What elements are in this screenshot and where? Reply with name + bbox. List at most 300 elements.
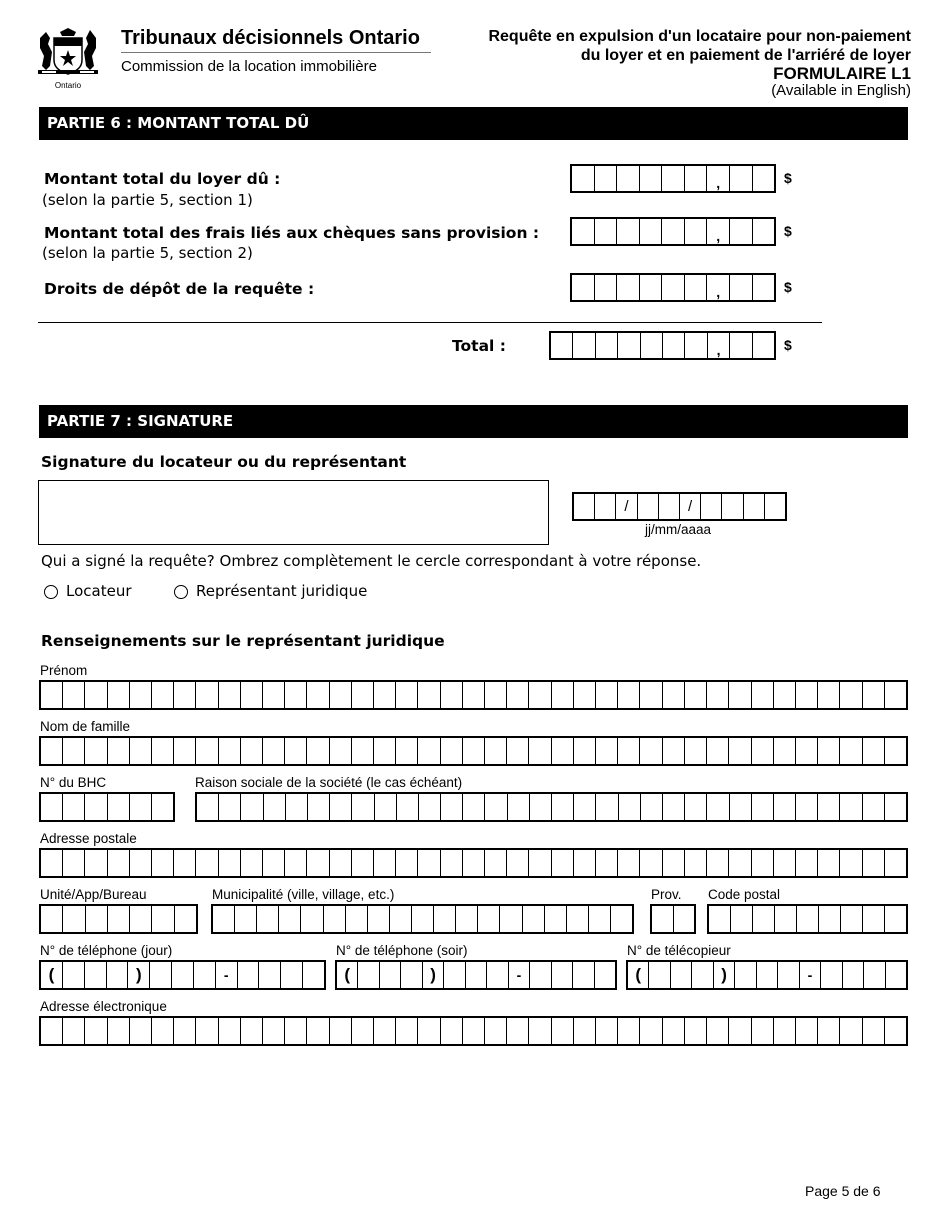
char-cell[interactable] xyxy=(263,794,285,820)
char-cell[interactable] xyxy=(62,794,84,820)
char-cell[interactable] xyxy=(795,682,817,708)
char-cell[interactable] xyxy=(218,794,240,820)
char-cell[interactable] xyxy=(62,1018,84,1044)
char-cell[interactable] xyxy=(41,850,62,876)
char-cell[interactable] xyxy=(395,850,417,876)
char-cell[interactable] xyxy=(817,682,839,708)
digit-cell[interactable] xyxy=(594,275,617,300)
char-cell[interactable] xyxy=(218,682,240,708)
char-cell[interactable] xyxy=(529,794,551,820)
char-cell[interactable] xyxy=(411,906,433,932)
char-cell[interactable] xyxy=(462,1018,484,1044)
mailing-address-field[interactable] xyxy=(39,848,908,878)
char-cell[interactable] xyxy=(173,738,195,764)
char-cell[interactable] xyxy=(395,1018,417,1044)
phone-digit-cell[interactable] xyxy=(106,962,128,988)
char-cell[interactable] xyxy=(300,906,322,932)
cent-cell[interactable] xyxy=(729,275,752,300)
char-cell[interactable] xyxy=(862,794,884,820)
digit-cell[interactable] xyxy=(684,275,707,300)
digit-cell[interactable] xyxy=(662,333,684,358)
char-cell[interactable] xyxy=(773,682,795,708)
char-cell[interactable] xyxy=(595,738,617,764)
digit-cell[interactable] xyxy=(572,219,594,244)
char-cell[interactable] xyxy=(351,850,373,876)
char-cell[interactable] xyxy=(41,682,62,708)
char-cell[interactable] xyxy=(773,850,795,876)
filing-fee-field[interactable] xyxy=(570,273,776,302)
char-cell[interactable] xyxy=(751,850,773,876)
digit-cell[interactable] xyxy=(572,333,594,358)
char-cell[interactable] xyxy=(62,682,84,708)
last-name-field[interactable] xyxy=(39,736,908,766)
digit-cell[interactable] xyxy=(616,166,639,191)
char-cell[interactable] xyxy=(662,1018,684,1044)
char-cell[interactable] xyxy=(817,794,839,820)
char-cell[interactable] xyxy=(107,682,129,708)
char-cell[interactable] xyxy=(417,682,439,708)
phone-day-field[interactable] xyxy=(39,960,326,990)
cent-cell[interactable] xyxy=(752,166,775,191)
char-cell[interactable] xyxy=(278,906,300,932)
char-cell[interactable] xyxy=(351,1018,373,1044)
char-cell[interactable] xyxy=(440,738,462,764)
char-cell[interactable] xyxy=(551,682,573,708)
date-cell[interactable] xyxy=(700,494,721,519)
char-cell[interactable] xyxy=(573,682,595,708)
char-cell[interactable] xyxy=(506,850,528,876)
char-cell[interactable] xyxy=(652,906,673,932)
phone-digit-cell[interactable] xyxy=(302,962,324,988)
char-cell[interactable] xyxy=(673,906,695,932)
char-cell[interactable] xyxy=(329,1018,351,1044)
char-cell[interactable] xyxy=(306,850,328,876)
char-cell[interactable] xyxy=(640,794,662,820)
char-cell[interactable] xyxy=(173,1018,195,1044)
char-cell[interactable] xyxy=(795,1018,817,1044)
phone-digit-cell[interactable] xyxy=(486,962,507,988)
phone-digit-cell[interactable] xyxy=(237,962,259,988)
char-cell[interactable] xyxy=(795,738,817,764)
char-cell[interactable] xyxy=(817,1018,839,1044)
char-cell[interactable] xyxy=(151,906,173,932)
char-cell[interactable] xyxy=(395,738,417,764)
char-cell[interactable] xyxy=(462,738,484,764)
char-cell[interactable] xyxy=(573,850,595,876)
unit-field[interactable] xyxy=(39,904,198,934)
char-cell[interactable] xyxy=(884,850,906,876)
char-cell[interactable] xyxy=(323,906,345,932)
char-cell[interactable] xyxy=(618,794,640,820)
phone-digit-cell[interactable] xyxy=(465,962,486,988)
char-cell[interactable] xyxy=(197,794,218,820)
digit-cell[interactable] xyxy=(661,219,684,244)
char-cell[interactable] xyxy=(351,682,373,708)
digit-cell[interactable] xyxy=(640,333,662,358)
char-cell[interactable] xyxy=(884,682,906,708)
phone-digit-cell[interactable] xyxy=(258,962,280,988)
municipality-field[interactable] xyxy=(211,904,634,934)
char-cell[interactable] xyxy=(499,906,521,932)
char-cell[interactable] xyxy=(796,906,818,932)
char-cell[interactable] xyxy=(774,906,796,932)
char-cell[interactable] xyxy=(706,794,728,820)
char-cell[interactable] xyxy=(662,738,684,764)
char-cell[interactable] xyxy=(639,850,661,876)
char-cell[interactable] xyxy=(752,906,774,932)
radio-landlord[interactable] xyxy=(44,585,58,599)
char-cell[interactable] xyxy=(62,906,84,932)
char-cell[interactable] xyxy=(174,906,196,932)
date-cell[interactable] xyxy=(637,494,658,519)
phone-digit-cell[interactable] xyxy=(280,962,302,988)
digit-cell[interactable] xyxy=(616,219,639,244)
fax-field[interactable] xyxy=(626,960,908,990)
char-cell[interactable] xyxy=(706,682,728,708)
char-cell[interactable] xyxy=(751,682,773,708)
char-cell[interactable] xyxy=(773,794,795,820)
char-cell[interactable] xyxy=(588,906,610,932)
char-cell[interactable] xyxy=(573,1018,595,1044)
char-cell[interactable] xyxy=(729,794,751,820)
phone-digit-cell[interactable] xyxy=(648,962,669,988)
phone-digit-cell[interactable] xyxy=(357,962,378,988)
char-cell[interactable] xyxy=(617,1018,639,1044)
char-cell[interactable] xyxy=(173,682,195,708)
char-cell[interactable] xyxy=(218,850,240,876)
char-cell[interactable] xyxy=(773,1018,795,1044)
char-cell[interactable] xyxy=(773,738,795,764)
char-cell[interactable] xyxy=(367,906,389,932)
char-cell[interactable] xyxy=(751,794,773,820)
radio-legal-rep[interactable] xyxy=(174,585,188,599)
char-cell[interactable] xyxy=(284,738,306,764)
char-cell[interactable] xyxy=(839,850,861,876)
date-cell[interactable] xyxy=(721,494,742,519)
lsuc-number-field[interactable] xyxy=(39,792,175,822)
char-cell[interactable] xyxy=(84,682,106,708)
char-cell[interactable] xyxy=(706,1018,728,1044)
char-cell[interactable] xyxy=(195,1018,217,1044)
char-cell[interactable] xyxy=(329,682,351,708)
phone-digit-cell[interactable] xyxy=(863,962,884,988)
phone-digit-cell[interactable] xyxy=(734,962,755,988)
char-cell[interactable] xyxy=(639,1018,661,1044)
char-cell[interactable] xyxy=(440,794,462,820)
total-field[interactable] xyxy=(549,331,776,360)
char-cell[interactable] xyxy=(566,906,588,932)
char-cell[interactable] xyxy=(595,682,617,708)
char-cell[interactable] xyxy=(218,1018,240,1044)
phone-evening-field[interactable] xyxy=(335,960,617,990)
char-cell[interactable] xyxy=(417,738,439,764)
phone-digit-cell[interactable] xyxy=(379,962,400,988)
char-cell[interactable] xyxy=(684,850,706,876)
char-cell[interactable] xyxy=(817,850,839,876)
char-cell[interactable] xyxy=(462,850,484,876)
char-cell[interactable] xyxy=(662,682,684,708)
char-cell[interactable] xyxy=(351,738,373,764)
char-cell[interactable] xyxy=(262,1018,284,1044)
char-cell[interactable] xyxy=(728,682,750,708)
char-cell[interactable] xyxy=(151,1018,173,1044)
char-cell[interactable] xyxy=(709,906,730,932)
char-cell[interactable] xyxy=(639,738,661,764)
digit-cell[interactable] xyxy=(661,166,684,191)
char-cell[interactable] xyxy=(374,794,396,820)
phone-digit-cell[interactable] xyxy=(820,962,841,988)
char-cell[interactable] xyxy=(795,794,817,820)
char-cell[interactable] xyxy=(433,906,455,932)
cent-cell[interactable] xyxy=(752,333,774,358)
phone-digit-cell[interactable] xyxy=(443,962,464,988)
char-cell[interactable] xyxy=(455,906,477,932)
char-cell[interactable] xyxy=(684,794,706,820)
char-cell[interactable] xyxy=(345,906,367,932)
char-cell[interactable] xyxy=(617,850,639,876)
char-cell[interactable] xyxy=(373,738,395,764)
digit-cell[interactable] xyxy=(684,219,707,244)
char-cell[interactable] xyxy=(129,682,151,708)
cent-cell[interactable] xyxy=(729,219,752,244)
char-cell[interactable] xyxy=(484,850,506,876)
char-cell[interactable] xyxy=(262,738,284,764)
char-cell[interactable] xyxy=(462,682,484,708)
char-cell[interactable] xyxy=(528,738,550,764)
date-cell[interactable] xyxy=(658,494,679,519)
char-cell[interactable] xyxy=(151,738,173,764)
char-cell[interactable] xyxy=(107,1018,129,1044)
char-cell[interactable] xyxy=(662,850,684,876)
char-cell[interactable] xyxy=(684,738,706,764)
char-cell[interactable] xyxy=(484,794,506,820)
char-cell[interactable] xyxy=(751,1018,773,1044)
char-cell[interactable] xyxy=(551,738,573,764)
char-cell[interactable] xyxy=(862,850,884,876)
digit-cell[interactable] xyxy=(616,275,639,300)
cent-cell[interactable] xyxy=(752,275,775,300)
char-cell[interactable] xyxy=(84,794,106,820)
phone-digit-cell[interactable] xyxy=(400,962,421,988)
char-cell[interactable] xyxy=(462,794,484,820)
char-cell[interactable] xyxy=(195,850,217,876)
char-cell[interactable] xyxy=(839,682,861,708)
char-cell[interactable] xyxy=(373,1018,395,1044)
phone-digit-cell[interactable] xyxy=(84,962,106,988)
char-cell[interactable] xyxy=(573,794,595,820)
char-cell[interactable] xyxy=(706,850,728,876)
char-cell[interactable] xyxy=(506,1018,528,1044)
nsf-total-field[interactable] xyxy=(570,217,776,246)
char-cell[interactable] xyxy=(284,682,306,708)
char-cell[interactable] xyxy=(240,738,262,764)
phone-digit-cell[interactable] xyxy=(842,962,863,988)
char-cell[interactable] xyxy=(396,794,418,820)
char-cell[interactable] xyxy=(795,850,817,876)
char-cell[interactable] xyxy=(617,682,639,708)
phone-digit-cell[interactable] xyxy=(551,962,572,988)
char-cell[interactable] xyxy=(528,850,550,876)
char-cell[interactable] xyxy=(684,682,706,708)
phone-digit-cell[interactable] xyxy=(572,962,593,988)
char-cell[interactable] xyxy=(329,794,351,820)
char-cell[interactable] xyxy=(373,682,395,708)
char-cell[interactable] xyxy=(417,1018,439,1044)
signature-box[interactable] xyxy=(38,480,549,545)
phone-digit-cell[interactable] xyxy=(171,962,193,988)
phone-digit-cell[interactable] xyxy=(756,962,777,988)
char-cell[interactable] xyxy=(440,1018,462,1044)
char-cell[interactable] xyxy=(213,906,234,932)
province-field[interactable] xyxy=(650,904,696,934)
phone-digit-cell[interactable] xyxy=(149,962,171,988)
char-cell[interactable] xyxy=(173,850,195,876)
char-cell[interactable] xyxy=(440,850,462,876)
char-cell[interactable] xyxy=(839,794,861,820)
char-cell[interactable] xyxy=(551,850,573,876)
char-cell[interactable] xyxy=(418,794,440,820)
char-cell[interactable] xyxy=(240,1018,262,1044)
digit-cell[interactable] xyxy=(684,333,706,358)
char-cell[interactable] xyxy=(107,850,129,876)
char-cell[interactable] xyxy=(395,682,417,708)
char-cell[interactable] xyxy=(306,682,328,708)
char-cell[interactable] xyxy=(306,1018,328,1044)
email-field[interactable] xyxy=(39,1016,908,1046)
char-cell[interactable] xyxy=(551,794,573,820)
char-cell[interactable] xyxy=(639,682,661,708)
cent-cell[interactable] xyxy=(729,333,751,358)
char-cell[interactable] xyxy=(84,738,106,764)
digit-cell[interactable] xyxy=(551,333,572,358)
company-name-field[interactable] xyxy=(195,792,908,822)
digit-cell[interactable] xyxy=(594,219,617,244)
digit-cell[interactable] xyxy=(572,166,594,191)
char-cell[interactable] xyxy=(41,906,62,932)
char-cell[interactable] xyxy=(151,794,173,820)
char-cell[interactable] xyxy=(839,738,861,764)
char-cell[interactable] xyxy=(329,738,351,764)
char-cell[interactable] xyxy=(240,794,262,820)
char-cell[interactable] xyxy=(862,682,884,708)
char-cell[interactable] xyxy=(351,794,373,820)
char-cell[interactable] xyxy=(507,794,529,820)
char-cell[interactable] xyxy=(284,850,306,876)
char-cell[interactable] xyxy=(84,1018,106,1044)
char-cell[interactable] xyxy=(62,850,84,876)
char-cell[interactable] xyxy=(84,850,106,876)
cent-cell[interactable] xyxy=(729,166,752,191)
char-cell[interactable] xyxy=(477,906,499,932)
phone-digit-cell[interactable] xyxy=(670,962,691,988)
char-cell[interactable] xyxy=(256,906,278,932)
char-cell[interactable] xyxy=(41,1018,62,1044)
char-cell[interactable] xyxy=(884,906,906,932)
char-cell[interactable] xyxy=(573,738,595,764)
char-cell[interactable] xyxy=(234,906,256,932)
char-cell[interactable] xyxy=(306,738,328,764)
char-cell[interactable] xyxy=(617,738,639,764)
cent-cell[interactable] xyxy=(752,219,775,244)
char-cell[interactable] xyxy=(728,850,750,876)
char-cell[interactable] xyxy=(817,738,839,764)
char-cell[interactable] xyxy=(522,906,544,932)
phone-digit-cell[interactable] xyxy=(193,962,215,988)
char-cell[interactable] xyxy=(151,850,173,876)
char-cell[interactable] xyxy=(551,1018,573,1044)
digit-cell[interactable] xyxy=(639,275,662,300)
char-cell[interactable] xyxy=(730,906,752,932)
date-cell[interactable] xyxy=(764,494,785,519)
char-cell[interactable] xyxy=(41,738,62,764)
char-cell[interactable] xyxy=(129,850,151,876)
phone-digit-cell[interactable] xyxy=(691,962,712,988)
char-cell[interactable] xyxy=(373,850,395,876)
digit-cell[interactable] xyxy=(639,166,662,191)
char-cell[interactable] xyxy=(506,682,528,708)
first-name-field[interactable] xyxy=(39,680,908,710)
char-cell[interactable] xyxy=(840,906,862,932)
phone-digit-cell[interactable] xyxy=(62,962,84,988)
char-cell[interactable] xyxy=(884,1018,906,1044)
char-cell[interactable] xyxy=(884,738,906,764)
char-cell[interactable] xyxy=(728,1018,750,1044)
signature-date-field[interactable] xyxy=(572,492,787,521)
char-cell[interactable] xyxy=(240,682,262,708)
rent-total-field[interactable] xyxy=(570,164,776,193)
phone-digit-cell[interactable] xyxy=(885,962,906,988)
digit-cell[interactable] xyxy=(661,275,684,300)
char-cell[interactable] xyxy=(528,1018,550,1044)
digit-cell[interactable] xyxy=(617,333,639,358)
char-cell[interactable] xyxy=(129,906,151,932)
digit-cell[interactable] xyxy=(572,275,594,300)
char-cell[interactable] xyxy=(417,850,439,876)
char-cell[interactable] xyxy=(506,738,528,764)
char-cell[interactable] xyxy=(484,682,506,708)
char-cell[interactable] xyxy=(862,906,884,932)
char-cell[interactable] xyxy=(329,850,351,876)
char-cell[interactable] xyxy=(129,794,151,820)
digit-cell[interactable] xyxy=(684,166,707,191)
char-cell[interactable] xyxy=(285,794,307,820)
char-cell[interactable] xyxy=(107,906,129,932)
char-cell[interactable] xyxy=(862,1018,884,1044)
char-cell[interactable] xyxy=(484,1018,506,1044)
char-cell[interactable] xyxy=(706,738,728,764)
char-cell[interactable] xyxy=(129,1018,151,1044)
char-cell[interactable] xyxy=(262,850,284,876)
char-cell[interactable] xyxy=(728,738,750,764)
phone-digit-cell[interactable] xyxy=(777,962,798,988)
char-cell[interactable] xyxy=(195,682,217,708)
char-cell[interactable] xyxy=(544,906,566,932)
char-cell[interactable] xyxy=(595,794,617,820)
phone-digit-cell[interactable] xyxy=(594,962,615,988)
postal-code-field[interactable] xyxy=(707,904,908,934)
char-cell[interactable] xyxy=(662,794,684,820)
char-cell[interactable] xyxy=(610,906,632,932)
char-cell[interactable] xyxy=(595,850,617,876)
char-cell[interactable] xyxy=(595,1018,617,1044)
char-cell[interactable] xyxy=(284,1018,306,1044)
date-cell[interactable] xyxy=(574,494,594,519)
digit-cell[interactable] xyxy=(639,219,662,244)
char-cell[interactable] xyxy=(85,906,107,932)
char-cell[interactable] xyxy=(62,738,84,764)
char-cell[interactable] xyxy=(484,738,506,764)
date-cell[interactable] xyxy=(594,494,615,519)
